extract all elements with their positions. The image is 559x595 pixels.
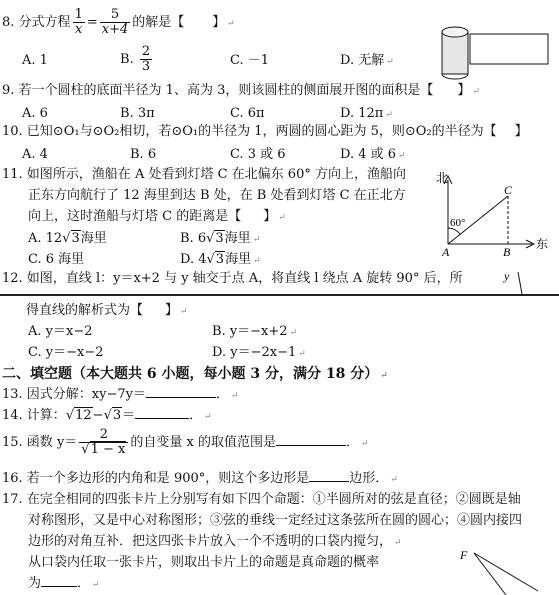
return-mark: ↵ (204, 412, 212, 422)
q14-text-a: 14. 计算： (2, 408, 66, 423)
q17-line-1 (474, 553, 506, 595)
return-mark: ↵ (386, 57, 394, 67)
q8-opt-b (120, 45, 154, 74)
q15: 15. 函数 y＝ $\frac{2}{√1 - x}$ 的自变量 x 的取值范围是 ． ↵ (2, 427, 369, 457)
q8-rhs-fraction (100, 8, 131, 37)
return-mark: ↵ (227, 19, 235, 29)
q12-line2 (26, 303, 188, 320)
q8-opt-a: A. 1 (22, 53, 48, 68)
section2-title-text: 二、填空题（本大题共 6 小题，每小题 3 分，满分 18 分） (2, 366, 379, 382)
q11-opt-a-rad: 3 (71, 231, 80, 246)
q11-opt-b: B. 6√3海里 ↵ (180, 231, 261, 246)
q9-opt-b: B. 3π (120, 106, 155, 121)
return-mark: ↵ (298, 349, 306, 359)
q11-opt-b-post: 海里 (224, 231, 251, 246)
q16 (2, 471, 398, 488)
q17-line5-text: 为 (28, 576, 42, 591)
q8-lhs-fraction (73, 8, 85, 37)
q8-number: 8. (2, 15, 15, 30)
q17-line5: 为 ． ↵ (28, 576, 100, 591)
return-mark: ↵ (278, 213, 286, 223)
label-y: y (504, 269, 510, 283)
q15-text-a: 15. 函数 y＝ (2, 435, 78, 450)
q8-lhs-num: 1 (74, 7, 83, 22)
q8-lhs-den: x (75, 22, 83, 37)
q13-text: 13. 因式分解：xy−7y＝ (2, 387, 146, 402)
q14-text-b: ＝ (122, 408, 136, 423)
q10-stem (2, 124, 528, 140)
return-mark: ↵ (180, 307, 188, 317)
page-divider (0, 294, 559, 296)
q8-opt-c: C. －1 (230, 53, 270, 68)
q12-opt-b (212, 324, 297, 341)
q9-stem (2, 83, 480, 100)
cylinder-figure (440, 24, 550, 84)
q11-opt-a: A. 12√3海里 (28, 231, 107, 246)
return-mark: ↵ (385, 110, 393, 120)
q8-opt-b-den: 3 (141, 59, 151, 74)
cylinder-body (442, 32, 468, 74)
q8-rhs-den: x+4 (101, 22, 129, 37)
q9-opt-d-text: D. 12π (340, 106, 384, 121)
label-a: A (442, 245, 450, 259)
q16-text-b: 边形． (349, 471, 389, 486)
q9-opt-a: A. 6 (22, 106, 48, 121)
return-mark: ↵ (390, 475, 398, 485)
q14: 14. 计算：√12−√3＝ ． ↵ (2, 408, 212, 423)
q11-opt-b-pre: B. 6 (180, 231, 207, 246)
q12-opt-c: C. y＝−x−2 (28, 345, 104, 360)
q14-rad2: 3 (112, 408, 122, 423)
q12-opt-d (212, 345, 306, 362)
q8-opt-d-text: D. 无解 (340, 53, 385, 68)
q15-frac-den-rad: 1 − x (90, 442, 126, 457)
q12-bracket-end: 】 (165, 303, 179, 318)
q17-answer-blank[interactable] (41, 586, 77, 587)
q9-opt-d (340, 106, 393, 123)
q8-eq: = (86, 15, 98, 30)
q11-opt-a-pre: A. 12 (28, 231, 63, 246)
section2-title (2, 366, 388, 384)
q15-text-b: 的自变量 x 的取值范围是 (130, 435, 276, 450)
q14-rad1: 12 (75, 408, 92, 423)
label-f: F (460, 548, 468, 562)
q13-answer-blank[interactable] (146, 397, 216, 398)
q8-opt-b-label: B. (120, 52, 134, 67)
q12-line2-text: 得直线的解析式为【 (26, 303, 144, 318)
return-mark: ↵ (398, 151, 406, 161)
q8-stem (2, 8, 235, 37)
return-mark: ↵ (380, 371, 388, 381)
return-mark: ↵ (394, 538, 402, 548)
q11-opt-d-pre: D. 4 (180, 252, 207, 267)
q14-answer-blank[interactable] (135, 418, 189, 419)
return-mark: ↵ (92, 580, 100, 590)
q11-opt-d-post: 海里 (225, 252, 252, 267)
q11-line1: 11. 如图所示，渔船在 A 处看到灯塔 C 在北偏东 60° 方向上，渔船向 (2, 167, 406, 182)
q8-opt-b-num: 2 (141, 44, 151, 59)
q15-answer-blank[interactable] (276, 445, 346, 446)
q17-line1: 17. 在完全相同的四张卡片上分别写有如下四个命题：①半圆所对的弦是直径；②圆既是轴 (2, 492, 521, 507)
q17-figure (458, 545, 558, 595)
q16-text: 16. 若一个多边形的内角和是 900°，则这个多边形是 (2, 471, 310, 486)
label-c: C (504, 183, 513, 197)
q9-text: 9. 若一个圆柱的底面半径为 1、高为 3，则该圆柱的侧面展开图的面积是【 (2, 83, 434, 98)
q17-line4: 从口袋内任取一张卡片，则取出卡片上的命题是真命题的概率 (28, 555, 380, 570)
return-mark: ↵ (252, 235, 261, 245)
label-angle: 60° (450, 217, 466, 229)
q17-line3 (28, 534, 402, 551)
return-mark: ↵ (231, 391, 239, 401)
q10-bracket-end: 】 (514, 124, 528, 139)
q9-opt-c: C. 6π (230, 106, 265, 121)
unfolded-rectangle (470, 34, 548, 64)
label-north: 北 (436, 171, 449, 185)
q8-bracket-end: 】 (212, 15, 226, 30)
q10-opt-d-text: D. 4 或 6 (340, 147, 397, 162)
q12-opt-d-text: D. y＝−2x−1 (212, 345, 297, 360)
q11-bracket-end: 】 (263, 209, 277, 224)
label-east: 东 (536, 237, 549, 251)
q16-answer-blank[interactable] (309, 481, 349, 482)
q12-line1: 12. 如图，直线 l：y＝x+2 与 y 轴交于点 A，将直线 l 绕点 A 旋转 90° 后，所 (2, 271, 463, 286)
q12-opt-b-text: B. y＝−x+2 (212, 324, 288, 339)
q14-minus: − (92, 408, 104, 423)
q15-fraction (79, 428, 128, 457)
q8-text-b: 的解是【 (132, 15, 185, 30)
q17-line3-text: 边形的对角互补．把这四张卡片放入一个不透明的口袋内搅匀， (28, 534, 393, 549)
q8-text-a: 分式方程 (18, 15, 71, 30)
q10-opt-d (340, 147, 406, 164)
label-b: B (503, 245, 511, 259)
cylinder-top (442, 27, 468, 37)
q13: 13. 因式分解：xy−7y＝ ． ↵ (2, 387, 239, 402)
return-mark: ↵ (360, 439, 369, 449)
q8-opt-d (340, 53, 394, 70)
q11-opt-b-rad: 3 (215, 231, 224, 246)
q9-bracket-end: 】 (457, 83, 471, 98)
return-mark: ↵ (472, 87, 480, 97)
q10-opt-b: B. 6 (130, 147, 157, 162)
q11-figure (436, 170, 556, 260)
q11-opt-d: D. 4√3海里 ↵ (180, 252, 261, 267)
q12-line-l (518, 272, 522, 294)
return-mark: ↵ (253, 256, 261, 266)
q10-text: 10. 已知⊙O₁与⊙O₂相切，若⊙O₁的半径为 1，两圆的圆心距为 5，则⊙O₂的半径为【 (2, 124, 497, 139)
q11-line3-text: 向上，这时渔船与灯塔 C 的距离是【 (28, 209, 242, 224)
cylinder-bottom (442, 74, 468, 79)
q8-opt-b-fraction (140, 45, 152, 74)
q11-opt-a-post: 海里 (80, 231, 107, 246)
return-mark: ↵ (289, 328, 298, 338)
q17-line2: 对称图形，又是中心对称图形；③弦的垂线一定经过这条弦所在圆的圆心；④圆内接四 (28, 513, 523, 528)
q11-opt-c: C. 6 海里 (28, 252, 85, 267)
q11-line2: 正东方向航行了 12 海里到达 B 处，在 B 处看到灯塔 C 在正北方 (28, 188, 406, 203)
q11-line3 (28, 209, 286, 226)
q11-opt-d-rad: 3 (215, 252, 225, 267)
q15-frac-num: 2 (79, 428, 128, 443)
q12-opt-a: A. y＝x−2 (28, 324, 93, 339)
q8-rhs-num: 5 (100, 8, 131, 23)
q10-opt-a: A. 4 (22, 147, 48, 162)
q17-line-2 (474, 553, 538, 591)
q15-frac-den: √1 − x (81, 442, 126, 457)
q10-opt-c: C. 3 或 6 (230, 147, 286, 162)
